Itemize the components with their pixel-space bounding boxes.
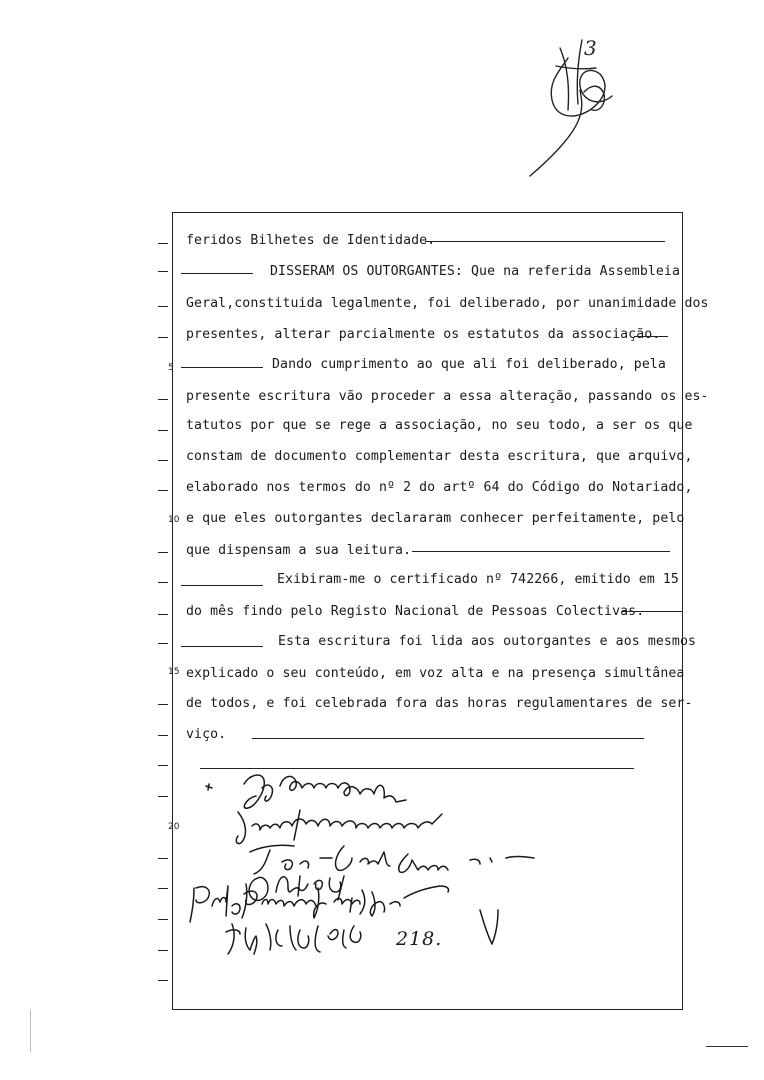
margin-mark — [158, 765, 168, 766]
margin-mark — [158, 980, 168, 981]
fill-rule — [634, 336, 668, 337]
margin-mark — [158, 888, 168, 889]
margin-mark — [158, 614, 168, 615]
text-line-11: que dispensam a sua leitura. — [186, 543, 412, 558]
margin-mark — [158, 243, 168, 244]
margin-mark — [158, 460, 168, 461]
margin-mark — [158, 399, 168, 400]
text-line-12: Exibiram-me o certificado nº 742266, emitido em 15 — [277, 572, 679, 587]
line-number: 5 — [168, 363, 174, 373]
fill-rule — [181, 646, 263, 647]
margin-mark — [158, 643, 168, 644]
text-line-3: Geral,constituida legalmente, foi deliberado, por unanimidade dos — [186, 296, 709, 311]
fill-rule — [200, 768, 634, 769]
text-line-1: feridos Bilhetes de Identidade. — [186, 233, 436, 248]
margin-mark — [158, 430, 168, 431]
page-edge-mark — [706, 1046, 748, 1047]
fill-rule — [181, 273, 253, 274]
margin-mark — [158, 271, 168, 272]
folio-number: 3 — [584, 36, 597, 60]
text-line-2: DISSERAM OS OUTORGANTES: Que na referida Assembleia — [270, 264, 681, 279]
fill-rule — [181, 585, 263, 586]
text-line-8: constam de documento complementar desta escritura, que arquivo, — [186, 449, 693, 464]
margin-mark — [158, 582, 168, 583]
margin-mark — [158, 796, 168, 797]
margin-mark — [158, 552, 168, 553]
text-line-4: presentes, alterar parcialmente os estatutos da associação. — [186, 327, 661, 342]
margin-mark — [158, 950, 168, 951]
text-line-13: do mês findo pelo Registo Nacional de Pessoas Colectivas. — [186, 604, 645, 619]
text-line-7: tatutos por que se rege a associação, no seu todo, a ser os que — [186, 418, 693, 433]
fill-rule — [622, 611, 682, 612]
text-line-9: elaborado nos termos do nº 2 do artº 64 do Código do Notariado, — [186, 480, 693, 495]
margin-mark — [158, 337, 168, 338]
margin-mark — [158, 306, 168, 307]
fill-rule — [425, 241, 665, 242]
text-line-15: explicado o seu conteúdo, em voz alta e na presença simultânea — [186, 666, 685, 681]
text-line-10: e que eles outorgantes declararam conhecer perfeitamente, pelo — [186, 511, 685, 526]
margin-mark — [158, 490, 168, 491]
line-number: 20 — [168, 822, 180, 832]
margin-mark — [158, 735, 168, 736]
fill-rule — [181, 367, 263, 368]
margin-mark — [158, 858, 168, 859]
fill-rule — [252, 738, 644, 739]
line-number: 10 — [168, 515, 180, 525]
fee-note: 218. — [396, 928, 443, 950]
text-line-5: Dando cumprimento ao que ali foi deliberado, pela — [272, 357, 666, 372]
text-line-17: viço. — [186, 727, 227, 742]
text-line-6: presente escritura vão proceder a essa alteração, passando os es- — [186, 389, 709, 404]
margin-mark — [158, 704, 168, 705]
fill-rule — [412, 551, 670, 552]
text-line-14: Esta escritura foi lida aos outorgantes e aos mesmos — [278, 634, 697, 649]
line-number: 15 — [168, 667, 180, 677]
margin-mark — [158, 919, 168, 920]
scan-artifact — [30, 1010, 31, 1052]
text-line-16: de todos, e foi celebrada fora das horas regulamentares de ser- — [186, 696, 693, 711]
